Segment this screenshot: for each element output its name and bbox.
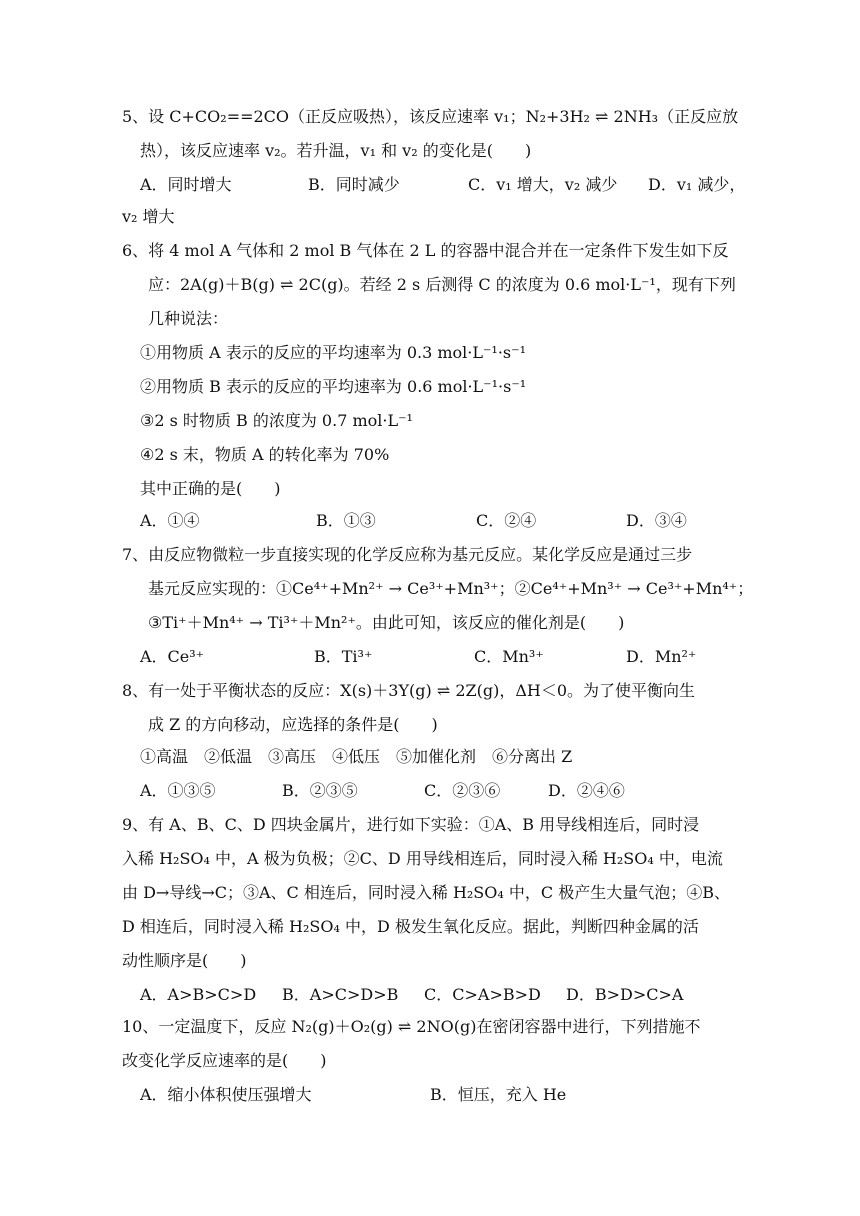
- question-10-option-b: B．恒压，充入 He: [430, 1085, 567, 1104]
- question-6-statement-3: ③2 s 时物质 B 的浓度为 0.7 mol·L⁻¹: [140, 411, 413, 430]
- question-7-option-a: A．Ce³⁺: [140, 647, 205, 666]
- question-9-option-c: C．C>A>B>D: [424, 985, 541, 1004]
- question-5-option-d: D．v₁ 减少，: [648, 175, 746, 194]
- question-9-option-b: B．A>C>D>B: [282, 985, 399, 1004]
- question-10-stem-line-2: 改变化学反应速率的是( ): [122, 1051, 327, 1070]
- question-8-option-b: B．②③⑤: [282, 781, 358, 800]
- question-6-stem-line-2: 应：2A(g)＋B(g) ⇌ 2C(g)。若经 2 s 后测得 C 的浓度为 0.6 mol·L⁻¹，现有下列: [148, 275, 736, 294]
- question-7-option-d: D．Mn²⁺: [626, 647, 697, 666]
- question-9-option-a: A．A>B>C>D: [140, 985, 257, 1004]
- question-7-option-c: C．Mn³⁺: [474, 647, 544, 666]
- question-5-option-d-tail: v₂ 增大: [122, 207, 175, 226]
- question-9-stem-line-2: 入稀 H₂SO₄ 中，A 极为负极；②C、D 用导线相连后，同时浸入稀 H₂SO₄ 中，电流: [122, 849, 723, 868]
- question-6-option-a: A．①④: [140, 511, 200, 530]
- question-10-stem-line-1: 10、一定温度下，反应 N₂(g)＋O₂(g) ⇌ 2NO(g)在密闭容器中进行，下列措施不: [122, 1017, 701, 1036]
- question-6-option-b: B．①③: [316, 511, 376, 530]
- question-5-stem-line-1: 5、设 C+CO₂==2CO（正反应吸热），该反应速率 v₁；N₂+3H₂ ⇌ 2NH₃（正反应放: [122, 107, 739, 126]
- question-6-stem-line-3: 几种说法：: [148, 309, 229, 328]
- question-8-option-a: A．①③⑤: [140, 781, 216, 800]
- question-6-stem-line-1: 6、将 4 mol A 气体和 2 mol B 气体在 2 L 的容器中混合并在一定条件下发生如下反: [122, 241, 729, 260]
- question-5-option-a: A．同时增大: [140, 175, 232, 194]
- question-5-stem-line-2: 热），该反应速率 v₂。若升温，v₁ 和 v₂ 的变化是( ): [140, 141, 532, 160]
- question-10-option-a: A．缩小体积使压强增大: [140, 1085, 312, 1104]
- question-5-option-c: C．v₁ 增大，v₂ 减少: [468, 175, 618, 194]
- question-7-stem-line-2: 基元反应实现的：①Ce⁴⁺+Mn²⁺ → Ce³⁺+Mn³⁺；②Ce⁴⁺+Mn³⁺ → Ce³⁺+Mn⁴⁺；: [148, 579, 754, 598]
- question-6-option-d: D．③④: [626, 511, 687, 530]
- question-9-option-d: D．B>D>C>A: [566, 985, 684, 1004]
- question-9-stem-line-1: 9、有 A、B、C、D 四块金属片，进行如下实验：①A、B 用导线相连后，同时浸: [122, 815, 700, 834]
- question-6-statement-2: ②用物质 B 表示的反应的平均速率为 0.6 mol·L⁻¹·s⁻¹: [140, 377, 527, 396]
- question-8-conditions: ①高温 ②低温 ③高压 ④低压 ⑤加催化剂 ⑥分离出 Z: [140, 747, 573, 766]
- question-6-statement-4: ④2 s 末，物质 A 的转化率为 70%: [140, 445, 390, 464]
- question-8-stem-line-1: 8、有一处于平衡状态的反应：X(s)＋3Y(g) ⇌ 2Z(g)，ΔH＜0。为了使平衡向生: [122, 681, 696, 700]
- question-8-option-d: D．②④⑥: [548, 781, 625, 800]
- question-8-option-c: C．②③⑥: [424, 781, 501, 800]
- question-8-stem-line-2: 成 Z 的方向移动，应选择的条件是( ): [148, 715, 438, 734]
- question-6-option-c: C．②④: [476, 511, 537, 530]
- question-7-option-b: B．Ti³⁺: [314, 647, 373, 666]
- question-5-option-b: B．同时减少: [308, 175, 400, 194]
- question-7-stem-line-3: ③Ti⁺＋Mn⁴⁺ → Ti³⁺＋Mn²⁺。由此可知，该反应的催化剂是( ): [148, 613, 625, 632]
- question-9-stem-line-4: D 相连后，同时浸入稀 H₂SO₄ 中，D 极发生氧化反应。据此，判断四种金属的活: [122, 917, 699, 936]
- question-6-prompt: 其中正确的是( ): [140, 479, 281, 498]
- question-9-stem-line-3: 由 D→导线→C；③A、C 相连后，同时浸入稀 H₂SO₄ 中，C 极产生大量气泡；④B、: [122, 883, 730, 902]
- question-9-stem-line-5: 动性顺序是( ): [122, 951, 247, 970]
- question-6-statement-1: ①用物质 A 表示的反应的平均速率为 0.3 mol·L⁻¹·s⁻¹: [140, 343, 526, 362]
- question-7-stem-line-1: 7、由反应物微粒一步直接实现的化学反应称为基元反应。某化学反应是通过三步: [122, 545, 693, 564]
